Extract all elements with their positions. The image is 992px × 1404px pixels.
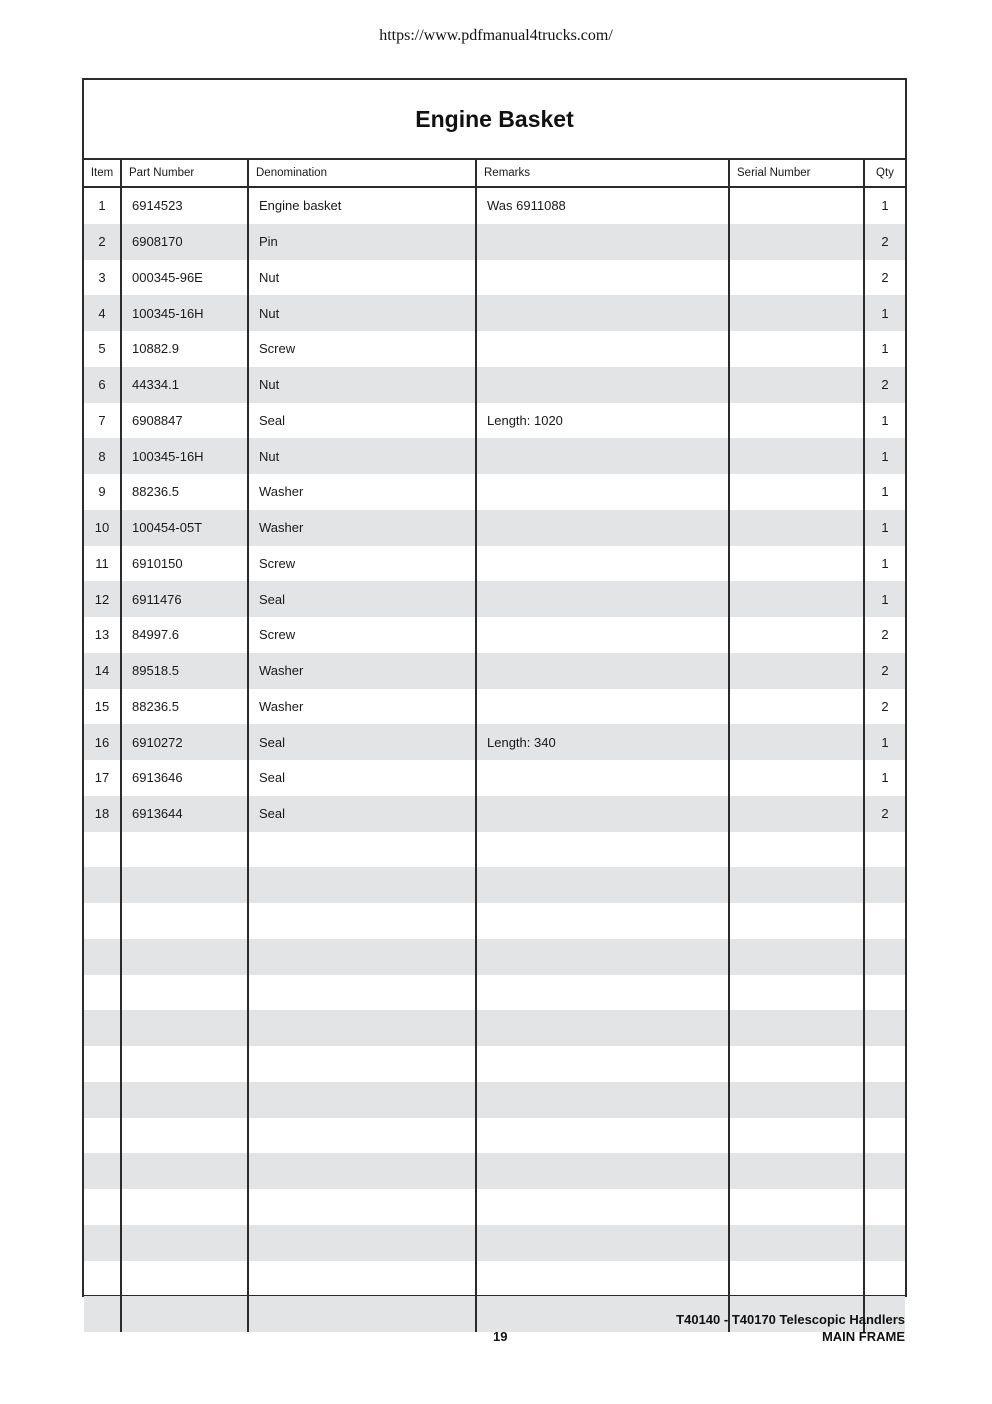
cell-part-number: 6910150	[122, 546, 249, 582]
cell-denomination: Screw	[249, 331, 477, 367]
column-header-part-number: Part Number	[122, 160, 249, 186]
cell-part-number: 6908170	[122, 224, 249, 260]
cell-part-number	[122, 903, 249, 939]
cell-item	[84, 1225, 122, 1261]
cell-denomination: Washer	[249, 510, 477, 546]
cell-serial-number	[730, 367, 865, 403]
cell-part-number	[122, 1261, 249, 1297]
table-row	[84, 617, 905, 653]
source-url: https://www.pdfmanual4trucks.com/	[379, 27, 613, 44]
cell-serial-number	[730, 617, 865, 653]
cell-item	[84, 1296, 122, 1332]
page-title: Engine Basket	[84, 80, 905, 160]
cell-remarks: Length: 1020	[477, 403, 730, 439]
cell-serial-number	[730, 1225, 865, 1261]
column-header-qty: Qty	[876, 167, 894, 179]
table-row	[84, 724, 905, 760]
cell-part-number: 6911476	[122, 581, 249, 617]
table-row	[84, 653, 905, 689]
cell-item	[84, 903, 122, 939]
cell-denomination	[249, 1296, 477, 1332]
cell-serial-number	[730, 1118, 865, 1154]
cell-serial-number	[730, 796, 865, 832]
cell-denomination	[249, 1118, 477, 1154]
cell-qty: 1	[881, 198, 889, 214]
cell-serial-number	[730, 474, 865, 510]
cell-item: 10	[84, 510, 122, 546]
table-row	[84, 1261, 905, 1297]
cell-serial-number	[730, 760, 865, 796]
cell-item: 14	[84, 653, 122, 689]
cell-denomination	[249, 867, 477, 903]
cell-qty: 1	[881, 555, 889, 571]
cell-denomination: Pin	[249, 224, 477, 260]
cell-qty	[865, 903, 905, 939]
cell-qty	[865, 1082, 905, 1118]
table-row	[84, 689, 905, 725]
cell-item: 13	[84, 617, 122, 653]
cell-part-number: 88236.5	[122, 689, 249, 725]
cell-serial-number	[730, 438, 865, 474]
parts-table	[84, 160, 905, 1295]
table-row	[84, 1046, 905, 1082]
cell-denomination: Nut	[249, 438, 477, 474]
cell-item: 17	[84, 760, 122, 796]
cell-part-number: 84997.6	[122, 617, 249, 653]
cell-qty	[865, 1118, 905, 1154]
cell-remarks	[477, 260, 730, 296]
cell-remarks	[477, 832, 730, 868]
cell-part-number	[122, 939, 249, 975]
cell-remarks	[477, 689, 730, 725]
page-number: 19	[493, 1329, 508, 1344]
cell-serial-number	[730, 546, 865, 582]
cell-remarks	[477, 295, 730, 331]
cell-part-number: 6913646	[122, 760, 249, 796]
cell-serial-number	[730, 260, 865, 296]
cell-remarks	[477, 510, 730, 546]
cell-denomination	[249, 1189, 477, 1225]
cell-qty: 1	[881, 591, 889, 607]
cell-denomination	[249, 1082, 477, 1118]
table-row	[84, 438, 905, 474]
cell-serial-number	[730, 1153, 865, 1189]
cell-remarks	[477, 1046, 730, 1082]
column-header-item: Item	[84, 160, 122, 186]
cell-serial-number	[730, 832, 865, 868]
cell-qty: 2	[881, 663, 889, 679]
cell-denomination: Screw	[249, 546, 477, 582]
cell-qty	[865, 1153, 905, 1189]
footer-product-line: T40140 - T40170 Telescopic Handlers	[676, 1312, 905, 1327]
cell-qty	[865, 1189, 905, 1225]
cell-item	[84, 1153, 122, 1189]
cell-serial-number	[730, 903, 865, 939]
table-row	[84, 1118, 905, 1154]
cell-serial-number	[730, 1046, 865, 1082]
cell-part-number: 6908847	[122, 403, 249, 439]
table-row	[84, 295, 905, 331]
column-header-remarks: Remarks	[477, 160, 730, 186]
cell-qty: 1	[881, 412, 889, 428]
table-row	[84, 224, 905, 260]
cell-qty	[865, 1010, 905, 1046]
table-row	[84, 510, 905, 546]
cell-serial-number	[730, 1261, 865, 1297]
cell-part-number: 89518.5	[122, 653, 249, 689]
cell-denomination: Washer	[249, 474, 477, 510]
cell-qty: 2	[881, 234, 889, 250]
cell-item	[84, 1189, 122, 1225]
cell-item: 12	[84, 581, 122, 617]
cell-item: 5	[84, 331, 122, 367]
cell-denomination	[249, 1261, 477, 1297]
cell-qty: 1	[881, 484, 889, 500]
cell-part-number: 10882.9	[122, 331, 249, 367]
cell-denomination	[249, 1046, 477, 1082]
cell-qty: 1	[881, 448, 889, 464]
cell-item: 9	[84, 474, 122, 510]
cell-denomination: Screw	[249, 617, 477, 653]
cell-serial-number	[730, 867, 865, 903]
cell-item	[84, 1010, 122, 1046]
table-row	[84, 188, 905, 224]
cell-item: 6	[84, 367, 122, 403]
table-row	[84, 367, 905, 403]
cell-denomination: Nut	[249, 367, 477, 403]
cell-remarks	[477, 438, 730, 474]
cell-serial-number	[730, 724, 865, 760]
cell-serial-number	[730, 975, 865, 1011]
cell-item	[84, 1046, 122, 1082]
cell-serial-number	[730, 653, 865, 689]
cell-part-number	[122, 1153, 249, 1189]
table-row	[84, 903, 905, 939]
table-row	[84, 474, 905, 510]
footer-section: MAIN FRAME	[821, 1329, 905, 1344]
table-row	[84, 403, 905, 439]
cell-item: 18	[84, 796, 122, 832]
cell-item: 11	[84, 546, 122, 582]
cell-denomination: Nut	[249, 295, 477, 331]
cell-remarks	[477, 867, 730, 903]
cell-remarks	[477, 1189, 730, 1225]
cell-serial-number	[730, 1189, 865, 1225]
parts-table-frame	[82, 78, 907, 1297]
cell-serial-number	[730, 581, 865, 617]
cell-item	[84, 939, 122, 975]
cell-qty: 2	[881, 698, 889, 714]
cell-denomination: Seal	[249, 724, 477, 760]
table-header-row	[84, 160, 905, 188]
cell-part-number: 6913644	[122, 796, 249, 832]
cell-denomination	[249, 1225, 477, 1261]
cell-serial-number	[730, 1010, 865, 1046]
cell-remarks: Length: 340	[477, 724, 730, 760]
table-row	[84, 760, 905, 796]
cell-denomination	[249, 975, 477, 1011]
cell-serial-number	[730, 1082, 865, 1118]
cell-denomination: Washer	[249, 653, 477, 689]
cell-remarks	[477, 1153, 730, 1189]
cell-part-number: 88236.5	[122, 474, 249, 510]
cell-item	[84, 1118, 122, 1154]
cell-qty	[865, 1225, 905, 1261]
cell-item: 3	[84, 260, 122, 296]
cell-part-number: 6910272	[122, 724, 249, 760]
cell-serial-number	[730, 939, 865, 975]
cell-serial-number	[730, 510, 865, 546]
cell-item	[84, 832, 122, 868]
cell-remarks	[477, 1010, 730, 1046]
cell-remarks	[477, 796, 730, 832]
cell-item: 16	[84, 724, 122, 760]
cell-remarks	[477, 331, 730, 367]
cell-denomination	[249, 939, 477, 975]
table-row	[84, 1010, 905, 1046]
cell-remarks	[477, 975, 730, 1011]
cell-remarks	[477, 367, 730, 403]
cell-qty: 1	[881, 770, 889, 786]
cell-denomination	[249, 1010, 477, 1046]
table-row	[84, 581, 905, 617]
cell-item: 2	[84, 224, 122, 260]
cell-part-number	[122, 1010, 249, 1046]
cell-part-number	[122, 867, 249, 903]
cell-remarks	[477, 939, 730, 975]
table-row	[84, 832, 905, 868]
cell-serial-number	[730, 224, 865, 260]
cell-item: 15	[84, 689, 122, 725]
cell-qty	[865, 1261, 905, 1297]
cell-part-number	[122, 1082, 249, 1118]
cell-qty: 2	[881, 269, 889, 285]
cell-remarks	[477, 474, 730, 510]
cell-qty: 2	[881, 377, 889, 393]
cell-qty	[865, 975, 905, 1011]
cell-remarks	[477, 653, 730, 689]
cell-qty: 1	[881, 341, 889, 357]
cell-remarks	[477, 1082, 730, 1118]
cell-remarks	[477, 1261, 730, 1297]
cell-qty: 2	[881, 627, 889, 643]
cell-part-number	[122, 1225, 249, 1261]
cell-item: 1	[84, 188, 122, 224]
table-row	[84, 1153, 905, 1189]
cell-denomination	[249, 903, 477, 939]
table-row	[84, 939, 905, 975]
cell-remarks	[477, 617, 730, 653]
table-row	[84, 796, 905, 832]
cell-serial-number	[730, 295, 865, 331]
cell-remarks	[477, 1118, 730, 1154]
cell-part-number	[122, 975, 249, 1011]
cell-qty	[865, 867, 905, 903]
cell-item	[84, 1082, 122, 1118]
cell-denomination: Seal	[249, 796, 477, 832]
cell-part-number: 100454-05T	[122, 510, 249, 546]
table-row	[84, 1225, 905, 1261]
cell-qty: 1	[881, 734, 889, 750]
cell-denomination	[249, 1153, 477, 1189]
cell-item: 8	[84, 438, 122, 474]
cell-remarks	[477, 581, 730, 617]
table-row	[84, 975, 905, 1011]
cell-part-number: 000345-96E	[122, 260, 249, 296]
cell-qty	[865, 939, 905, 975]
cell-remarks	[477, 1225, 730, 1261]
table-row	[84, 260, 905, 296]
cell-part-number: 6914523	[122, 188, 249, 224]
cell-item	[84, 975, 122, 1011]
column-header-serial-number: Serial Number	[730, 160, 865, 186]
cell-part-number	[122, 1296, 249, 1332]
table-row	[84, 1189, 905, 1225]
cell-qty: 1	[881, 520, 889, 536]
cell-denomination: Nut	[249, 260, 477, 296]
cell-part-number: 100345-16H	[122, 295, 249, 331]
cell-denomination: Seal	[249, 581, 477, 617]
table-row	[84, 546, 905, 582]
cell-serial-number	[730, 403, 865, 439]
cell-remarks	[477, 903, 730, 939]
cell-remarks	[477, 760, 730, 796]
table-row	[84, 867, 905, 903]
cell-part-number: 100345-16H	[122, 438, 249, 474]
cell-denomination: Washer	[249, 689, 477, 725]
cell-denomination	[249, 832, 477, 868]
cell-part-number	[122, 832, 249, 868]
cell-denomination: Seal	[249, 403, 477, 439]
cell-qty	[865, 832, 905, 868]
cell-denomination: Engine basket	[249, 188, 477, 224]
cell-serial-number	[730, 188, 865, 224]
cell-item	[84, 1261, 122, 1297]
cell-part-number	[122, 1046, 249, 1082]
cell-remarks	[477, 546, 730, 582]
column-header-denomination: Denomination	[249, 160, 477, 186]
cell-serial-number	[730, 689, 865, 725]
cell-item: 7	[84, 403, 122, 439]
table-row	[84, 331, 905, 367]
cell-qty	[865, 1046, 905, 1082]
cell-remarks: Was 6911088	[477, 188, 730, 224]
cell-qty: 1	[881, 305, 889, 321]
cell-remarks	[477, 224, 730, 260]
cell-serial-number	[730, 331, 865, 367]
cell-denomination: Seal	[249, 760, 477, 796]
cell-item: 4	[84, 295, 122, 331]
cell-part-number	[122, 1118, 249, 1154]
cell-part-number	[122, 1189, 249, 1225]
cell-item	[84, 867, 122, 903]
cell-qty: 2	[881, 806, 889, 822]
cell-part-number: 44334.1	[122, 367, 249, 403]
table-row	[84, 1082, 905, 1118]
